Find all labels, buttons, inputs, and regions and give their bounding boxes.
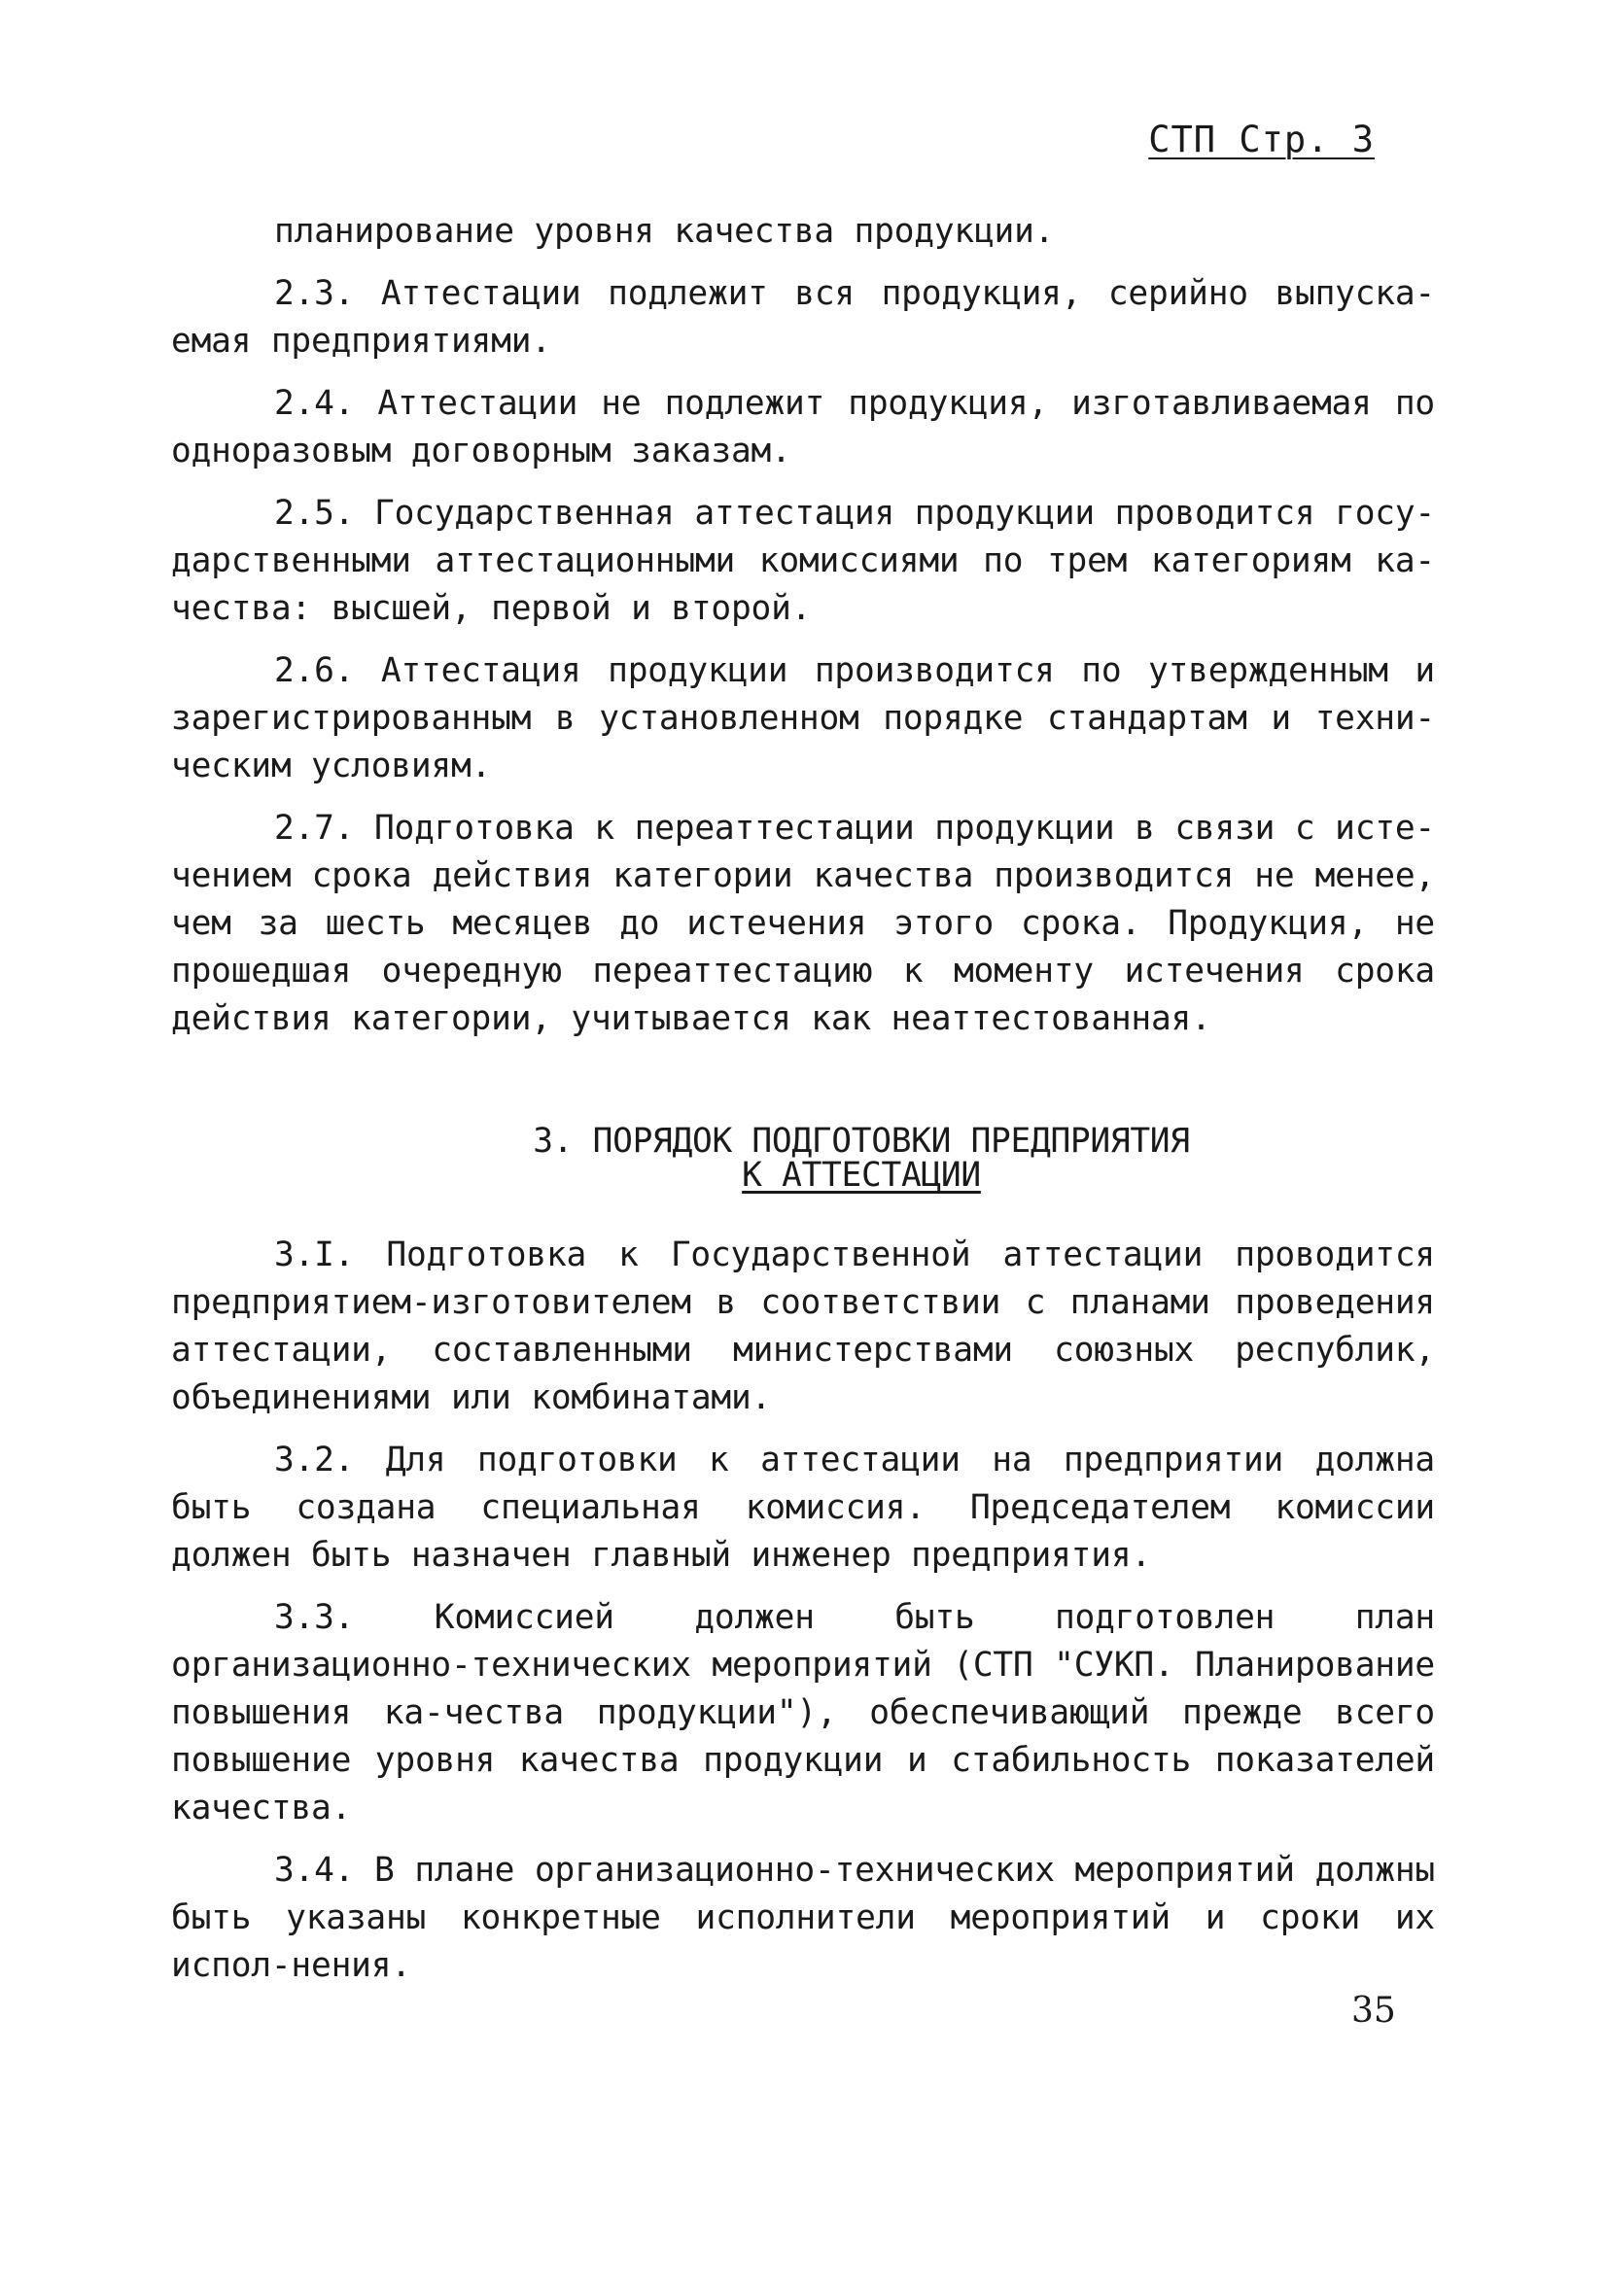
paragraph-2-7: 2.7. Подготовка к переаттестации продукции в связи с исте-чением срока действия категории качества производится не менее, чем за шесть месяцев до истечения этого срока. Продукция, не прошедшая очередную переаттестацию к моменту истечения срока действия категории, учитывается как неаттестованная. [171,809,1435,1038]
paragraph-3-4: 3.4. В плане организационно-технических мероприятий должны быть указаны конкретные исполнители мероприятий и сроки их испол-нения. [171,1851,1435,1985]
paragraph-2-5: 2.5. Государственная аттестация продукции проводится госу-дарственными аттестационными комиссиями по трем категориям ка-чества: высшей, первой и второй. [171,494,1435,628]
section-3-title-line-2: К АТТЕСТАЦИИ [742,1156,981,1195]
paragraph-3-3: 3.3. Комиссией должен быть подготовлен план организационно-технических мероприятий (СТП "СУКП. Планирование повышения ка-чества продукции"), обеспечивающий прежде всего повышение уровня качества продукции и стабильность показателей качества. [171,1598,1435,1827]
page-header: СТП Стр. 3 [1148,119,1375,160]
paragraph-2-4: 2.4. Аттестации не подлежит продукция, изготавливаемая по одноразовым договорным заказам. [171,384,1435,470]
paragraph-2-6: 2.6. Аттестация продукции производится по утвержденным и зарегистрированным в установленном порядке стандартам и техни-ческим условиям. [171,651,1435,785]
page-number: 35 [1351,1991,1396,2031]
section-3-title-line-1: 3. ПОРЯДОК ПОДГОТОВКИ ПРЕДПРИЯТИЯ [533,1122,1190,1161]
section-3-title [171,1122,1435,1195]
paragraph-3-2: 3.2. Для подготовки к аттестации на предприятии должна быть создана специальная комиссия. Председателем комиссии должен быть назначен главный инженер предприятия. [171,1441,1435,1575]
page-content [171,208,1435,2004]
paragraph-continuation: планирование уровня качества продукции. [274,212,1055,251]
paragraph-2-3: 2.3. Аттестации подлежит вся продукция, серийно выпуска-емая предприятиями. [171,274,1435,361]
paragraph-3-1: 3.I. Подготовка к Государственной аттестации проводится предприятием-изготовителем в соответствии с планами проведения аттестации, составленными министерствами союзных республик, объединениями или комбинатами. [171,1235,1435,1417]
